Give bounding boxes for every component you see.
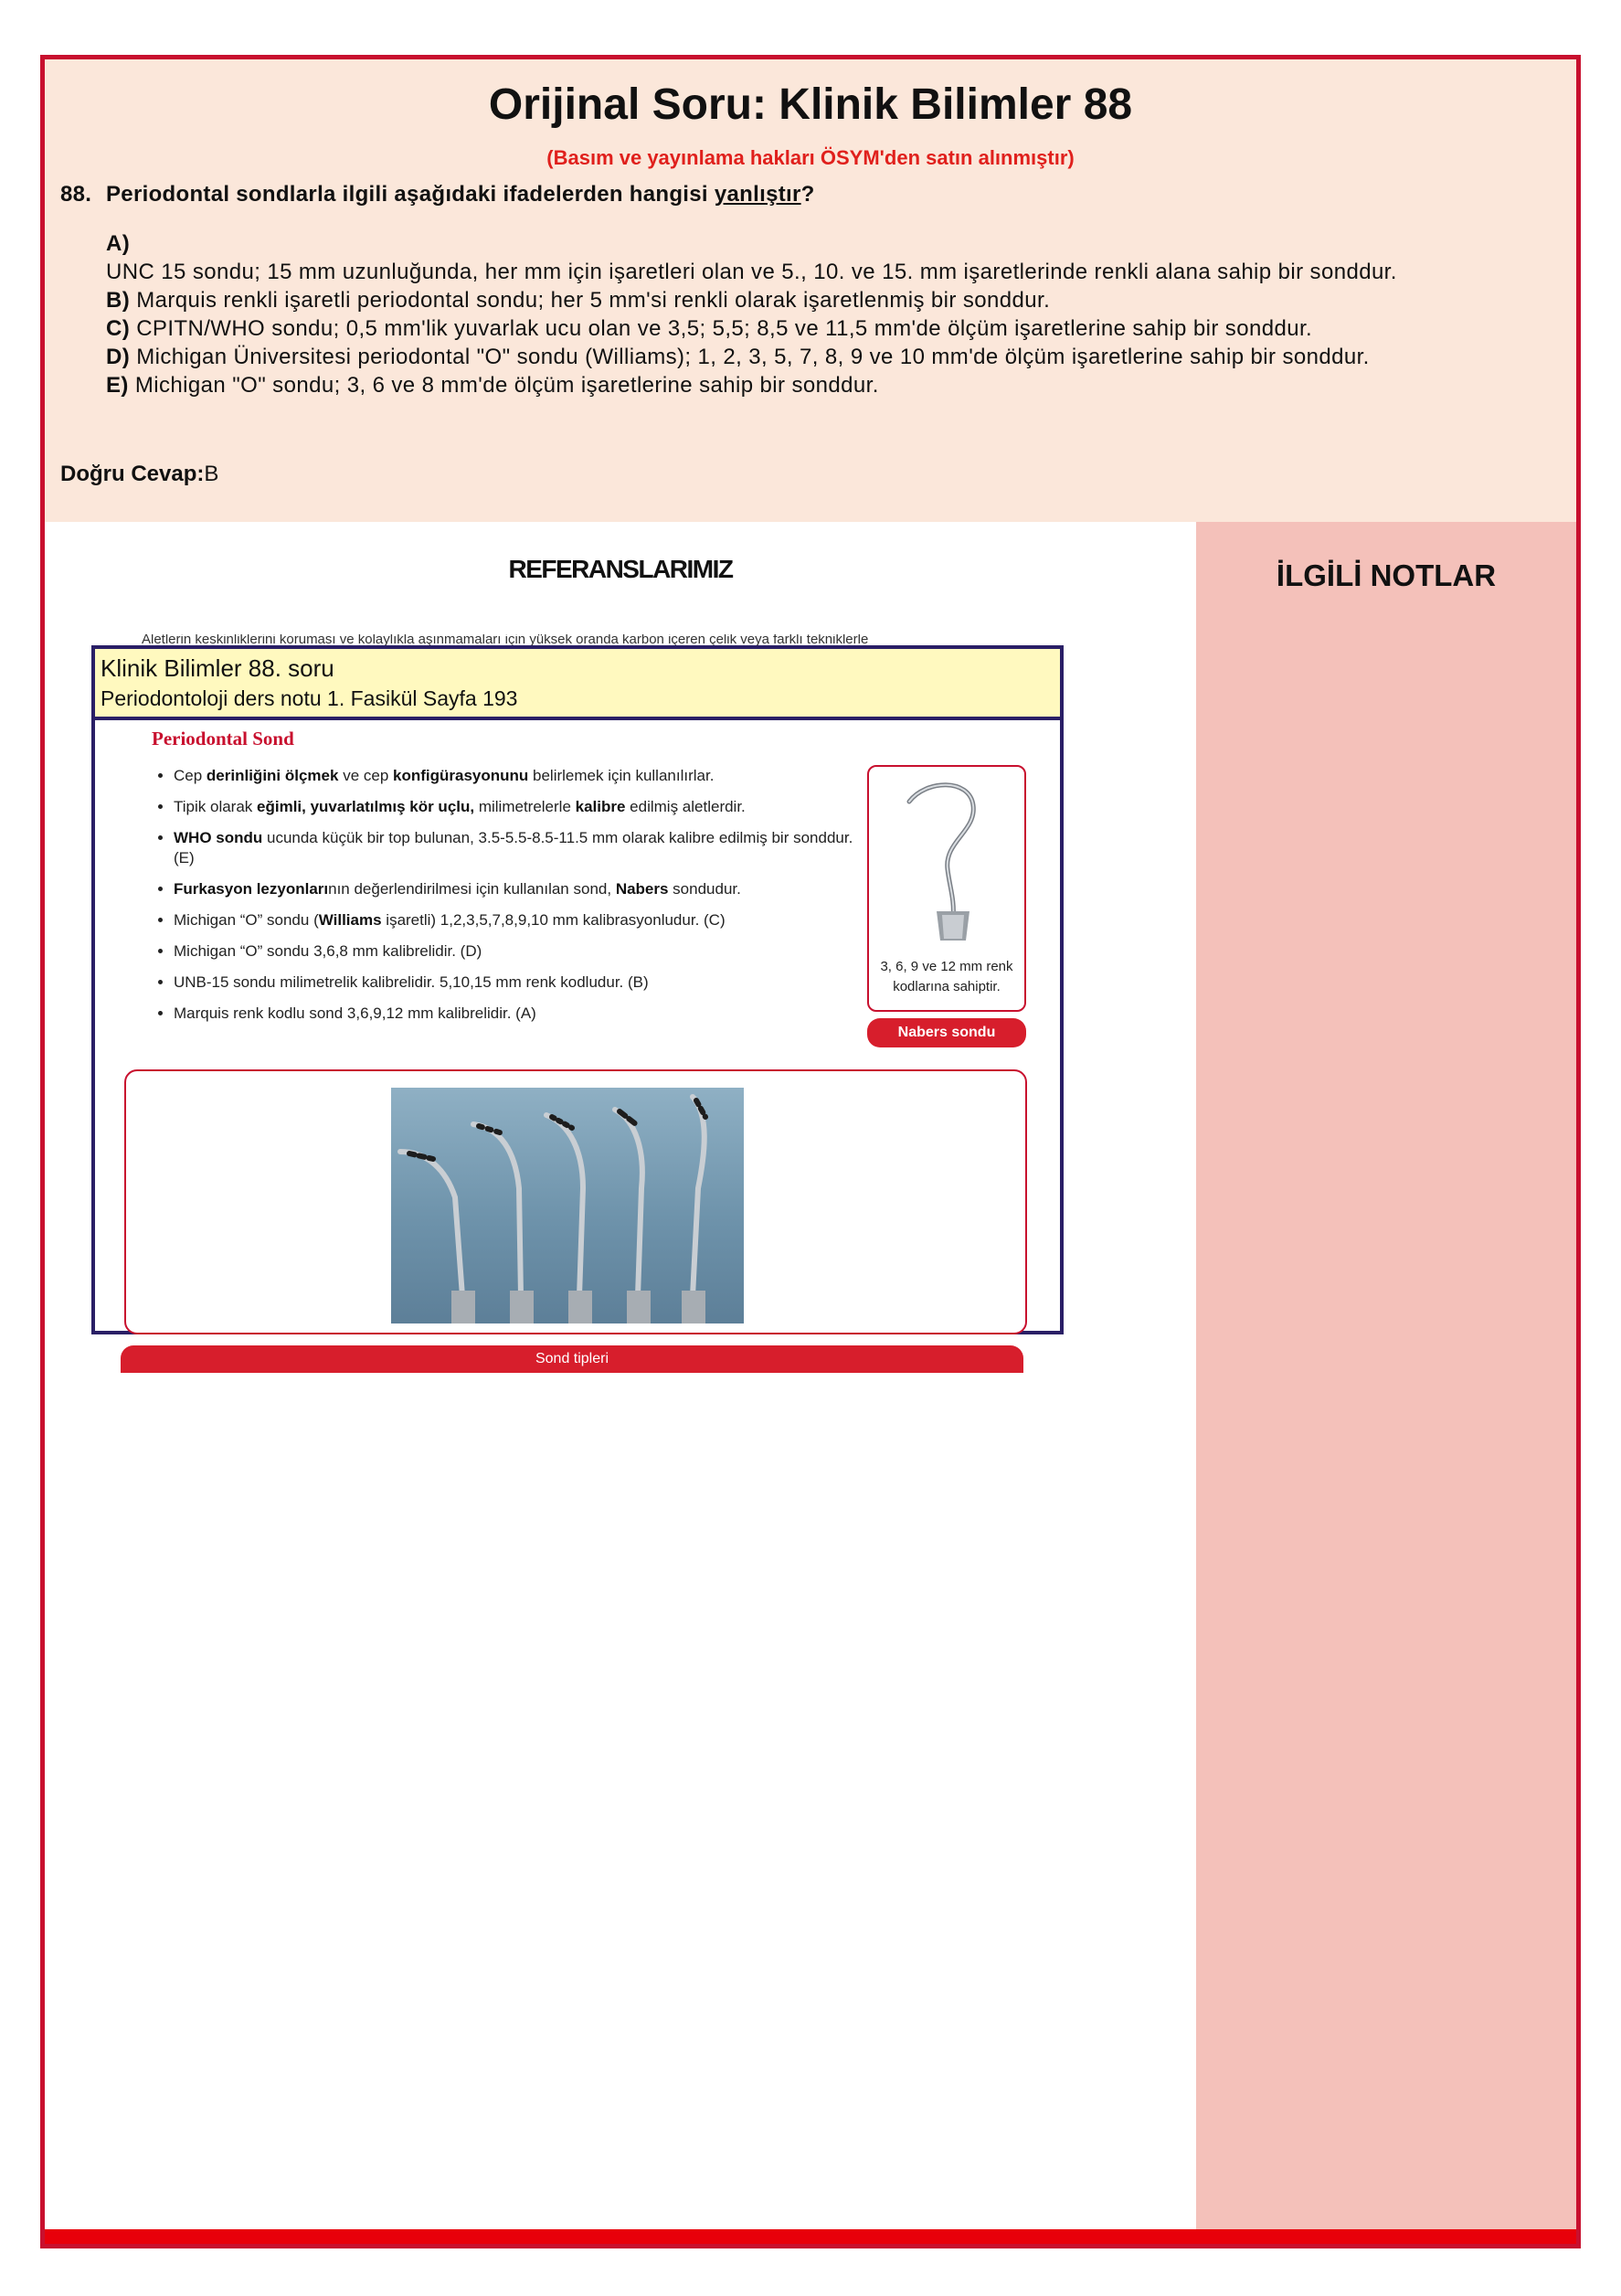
probe-types-label: Sond tipleri (121, 1345, 1023, 1373)
answer-options (106, 229, 1531, 399)
page-title: Orijinal Soru: Klinik Bilimler 88 (488, 80, 1133, 129)
list-item: • Furkasyon lezyonlarının değerlendirilmesi için kullanılan sond, Nabers sondudur. (174, 879, 868, 899)
list-item: • UNB-15 sondu milimetrelik kalibrelidir. 5,10,15 mm renk kodludur. (B) (174, 973, 868, 993)
notes-heading: İLGİLİ NOTLAR (1276, 558, 1497, 592)
option-letter: E) (106, 373, 129, 398)
option-letter: D) (106, 345, 131, 369)
nabers-probe-illustration (871, 774, 1026, 948)
reference-label (95, 649, 1060, 720)
option-letter: C) (106, 316, 131, 341)
stem-end: ? (800, 182, 815, 207)
list-item: • Tipik olarak eğimli, yuvarlatılmış kör uçlu, milimetrelerle kalibre edilmiş aletlerdir. (174, 797, 868, 817)
probes-photo-illustration (391, 1088, 744, 1323)
bottom-bar (45, 2229, 1576, 2244)
option-letter: B) (106, 288, 131, 313)
option-text: UNC 15 sondu; 15 mm uzunluğunda, her mm için işaretleri olan ve 5., 10. ve 15. mm işaretlerinde renkli alana sahip bir sonddur. (106, 260, 1397, 284)
option-letter: A) (106, 231, 131, 256)
reference-box (91, 645, 1064, 1334)
option-text: Marquis renkli işaretli periodontal sondu; her 5 mm'si renkli olarak işaretlenmiş bir sonddur. (136, 288, 1051, 313)
probes-photo-card (124, 1069, 1027, 1334)
nabers-label: Nabers sondu (867, 1018, 1026, 1047)
answer-label: Doğru Cevap: (60, 462, 205, 486)
option-e (106, 371, 1531, 399)
list-item: • Michigan “O” sondu 3,6,8 mm kalibrelidir. (D) (174, 941, 868, 962)
list-item: • WHO sondu ucunda küçük bir top bulunan, 3.5-5.5-8.5-11.5 mm olarak kalibre edilmiş bir sonddur. (E) (174, 828, 868, 868)
stem-underlined: yanlıştır (714, 182, 801, 207)
probes-photo (391, 1088, 744, 1323)
option-c (106, 314, 1531, 343)
reference-scan (91, 634, 1064, 1373)
option-text: CPITN/WHO sondu; 0,5 mm'lik yuvarlak ucu olan ve 3,5; 5,5; 8,5 ve 11,5 mm'de ölçüm işaretlerine sahip bir sonddur. (136, 316, 1313, 341)
reference-bullets (146, 766, 868, 1035)
option-a (106, 229, 1531, 286)
list-item: • Michigan “O” sondu (Williams işaretli) 1,2,3,5,7,8,9,10 mm kalibrasyonludur. (C) (174, 910, 868, 930)
stem-text: Periodontal sondlarla ilgili aşağıdaki ifadelerden hangisi (106, 182, 715, 207)
reference-title: Klinik Bilimler 88. soru (101, 654, 334, 682)
references-heading: REFERANSLARIMIZ (508, 555, 733, 583)
notes-area (1196, 522, 1576, 2244)
option-b (106, 286, 1531, 314)
option-text: Michigan Üniversitesi periodontal "O" sondu (Williams); 1, 2, 3, 5, 7, 8, 9 ve 10 mm'de ölçüm işaretlerine sahip bir sonddur. (136, 345, 1370, 369)
question-number: 88. (60, 182, 92, 207)
rights-note: (Basım ve yayınlama hakları ÖSYM'den satın alınmıştır) (546, 146, 1075, 169)
cut-off-text: Aletlerin keskinliklerini koruması ve kolaylıkla aşınmamaları için yüksek oranda karbon içeren çelik veya farklı tekniklerle (142, 634, 869, 645)
list-item: • Marquis renk kodlu sond 3,6,9,12 mm kalibrelidir. (A) (174, 1004, 868, 1024)
option-text: Michigan "O" sondu; 3, 6 ve 8 mm'de ölçüm işaretlerine sahip bir sonddur. (134, 373, 879, 398)
question-stem (60, 182, 815, 207)
section-title: Periodontal Sond (152, 728, 294, 749)
question-panel (45, 59, 1576, 522)
answer-value: B (204, 462, 219, 486)
correct-answer (60, 462, 218, 487)
nabers-caption: 3, 6, 9 ve 12 mm renk kodlarına sahiptir. (880, 959, 1013, 994)
nabers-probe-card (867, 765, 1026, 1012)
list-item: • Cep derinliğini ölçmek ve cep konfigürasyonunu belirlemek için kullanılırlar. (174, 766, 868, 786)
reference-source: Periodontoloji ders notu 1. Fasikül Sayfa 193 (101, 686, 518, 710)
option-d (106, 343, 1531, 371)
